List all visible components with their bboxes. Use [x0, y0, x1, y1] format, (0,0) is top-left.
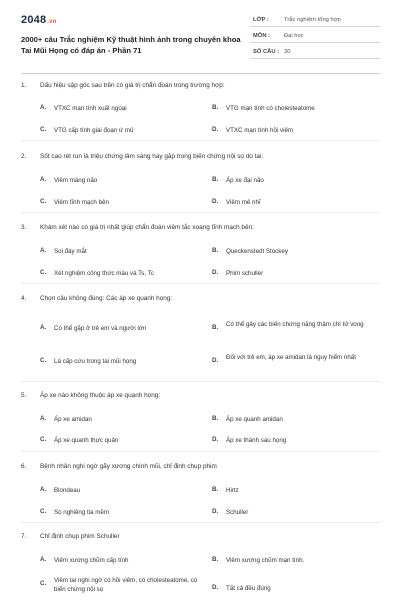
- option-text: Schuller: [226, 509, 249, 516]
- question-number: 7.: [21, 533, 27, 540]
- question-number: 6.: [21, 463, 27, 470]
- option-text: Áp xe đại não: [226, 177, 264, 184]
- logo-text[interactable]: 2048: [21, 14, 47, 26]
- option-text: Phim schuller: [226, 270, 264, 277]
- option-letter: C.: [40, 580, 47, 587]
- question-divider: [21, 212, 380, 213]
- option-letter: C.: [40, 508, 47, 515]
- site-logo[interactable]: [21, 14, 57, 26]
- question-text: Chọn câu không đúng: Các áp xe quanh họng:: [40, 295, 173, 302]
- option-text: Xét nghiệm công thức máu và Ts, Tc: [54, 270, 154, 277]
- option-text: Hirtz: [226, 487, 239, 494]
- option-text: Viêm xương chũm cấp tính: [54, 557, 129, 564]
- option-letter: A.: [40, 415, 47, 422]
- option-letter: A.: [40, 324, 47, 331]
- option-text: VTG cấp tính giai đoạn ứ mủ: [54, 127, 134, 134]
- page-title: 2000+ câu Trắc nghiệm Kỹ thuật hình ảnh trong chuyên khoa Tai Mũi Họng có đáp án - Phần 71: [21, 35, 241, 55]
- option-letter: B.: [212, 104, 219, 111]
- option-letter: C.: [40, 436, 47, 443]
- option-letter: B.: [212, 486, 219, 493]
- option-letter: A.: [40, 556, 47, 563]
- option-text: VTXC mạn tính hồi viêm: [226, 127, 294, 134]
- option-text: Viêm mê nhĩ: [226, 199, 261, 206]
- option-letter: B.: [212, 247, 219, 254]
- option-letter: C.: [40, 198, 47, 205]
- question-text: Khám xét nào có giá trị nhất giúp chẩn đoán viêm tắc xoang tĩnh mạch bên:: [40, 224, 254, 231]
- page-header: [0, 0, 400, 72]
- option-letter: A.: [40, 486, 47, 493]
- option-text: Viêm xương chũm mạn tính.: [226, 557, 305, 564]
- option-text: Tất cả đều đúng: [226, 585, 271, 592]
- meta-key: SỐ CÂU :: [253, 49, 280, 55]
- option-letter: A.: [40, 176, 47, 183]
- logo-tld: .vn: [47, 19, 57, 25]
- question-divider: [21, 283, 380, 284]
- option-letter: C.: [40, 269, 47, 276]
- option-text: Blondeau: [54, 487, 81, 494]
- question-divider: [21, 522, 380, 523]
- option-letter: B.: [212, 324, 219, 331]
- option-text: Queckenstedt Stockey: [226, 248, 288, 255]
- option-letter: D.: [212, 357, 219, 364]
- option-letter: A.: [40, 247, 47, 254]
- option-text: Áp xe amidan: [54, 416, 92, 423]
- meta-key: LỚP :: [253, 17, 269, 23]
- question-number: 2.: [21, 153, 27, 160]
- meta-key: MÔN :: [253, 33, 271, 39]
- question-divider: [21, 381, 380, 382]
- option-text: Viêm màng não: [54, 177, 98, 184]
- question-number: 4.: [21, 295, 27, 302]
- question-text: Bệnh nhân nghi ngờ gãy xương chính mũi, chỉ định chụp phim: [40, 463, 217, 470]
- option-text: Đối với trẻ em, áp xe amidan là nguy hiểm nhất: [226, 354, 356, 361]
- option-text: Sọ nghiêng tia mềm: [54, 509, 110, 516]
- question-text: Chỉ định chụp phim Schuller: [40, 533, 120, 540]
- option-letter: B.: [212, 415, 219, 422]
- question-number: 5.: [21, 392, 27, 399]
- question-text: Áp xe nào không thuộc áp xe quanh họng:: [40, 392, 161, 399]
- option-text: Áp xe quanh amidan: [226, 416, 283, 423]
- option-letter: C.: [40, 357, 47, 364]
- option-letter: C.: [40, 126, 47, 133]
- option-text: Viêm tai nghi ngờ có hồi viêm, có cholesteatome, có biến chứng nội sọ: [54, 577, 198, 593]
- option-letter: D.: [212, 198, 219, 205]
- option-letter: D.: [212, 584, 219, 591]
- option-letter: A.: [40, 104, 47, 111]
- option-letter: B.: [212, 556, 219, 563]
- question-divider: [21, 451, 380, 452]
- option-letter: D.: [212, 508, 219, 515]
- option-text: VTXC mạn tính xuất ngoại: [54, 105, 127, 112]
- option-text: Là cấp cứu trong tai mũi họng: [54, 358, 137, 365]
- option-letter: B.: [212, 176, 219, 183]
- meta-value: Trắc nghiệm tổng hợp: [284, 17, 341, 23]
- option-text: Áp xe quanh thực quản: [54, 437, 119, 444]
- meta-row-count: [250, 45, 380, 59]
- question-number: 3.: [21, 224, 27, 231]
- meta-value: 30: [284, 49, 291, 55]
- option-text: Có thể gây các biến chứng nặng thậm chí tử vong: [226, 321, 364, 328]
- meta-row-subject: [250, 29, 380, 43]
- option-text: Có thể gặp ở trẻ em và người lớn: [54, 325, 147, 332]
- option-letter: D.: [212, 269, 219, 276]
- option-text: Áp xe thành sau họng: [226, 437, 287, 444]
- option-text: VTG mạn tính có cholesteatome: [226, 105, 315, 112]
- question-number: 1.: [21, 82, 27, 89]
- question-text: Dấu hiệu sập góc sau trên có giá trị chẩn đoán trong trường hợp:: [40, 82, 225, 89]
- option-text: Soi đáy mắt: [54, 248, 87, 255]
- header-divider: [21, 73, 380, 74]
- option-text: Viêm tĩnh mạch bên: [54, 199, 109, 206]
- meta-value: Đại học: [284, 33, 304, 39]
- option-letter: D.: [212, 126, 219, 133]
- option-letter: D.: [212, 436, 219, 443]
- question-divider: [21, 140, 380, 141]
- question-text: Sốt cao rét run là triệu chứng lâm sàng hay gặp trong biến chứng nội sọ do tai:: [40, 153, 264, 160]
- meta-row-class: [250, 13, 380, 27]
